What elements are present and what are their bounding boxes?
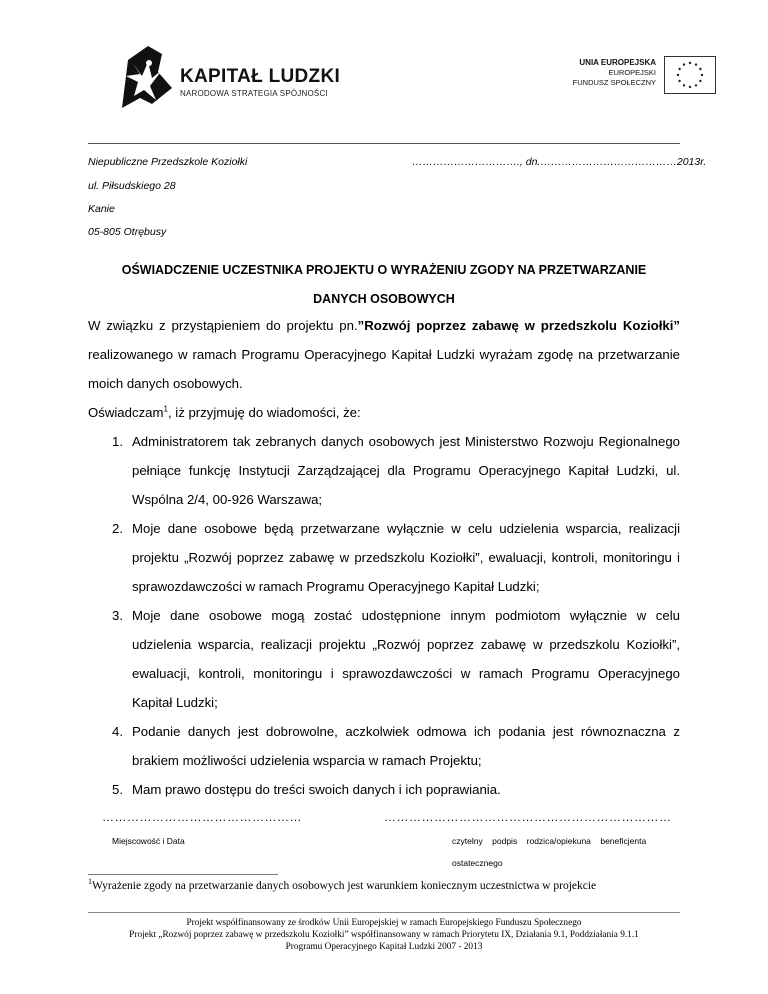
sender-street: ul. Piłsudskiego 28 xyxy=(88,180,176,192)
document-body xyxy=(88,311,680,804)
item-text: Podanie danych jest dobrowolne, aczkolwiek odmowa ich podania jest równoznaczna z brakiem możliwości udzielenia wsparcia w ramach Projektu; xyxy=(132,724,680,768)
item-number: 3. xyxy=(112,608,123,623)
eu-flag-icon xyxy=(664,56,716,94)
signature-label-2: ostatecznego xyxy=(452,858,503,868)
eu-line-2: EUROPEJSKI xyxy=(608,68,656,77)
sender-postal: 05-805 Otrębusy xyxy=(88,226,167,238)
intro-text-2: realizowanego w ramach Programu Operacyjnego Kapitał Ludzki wyrażam zgodę na przetwarzanie moich danych osobowych. xyxy=(88,347,680,391)
eu-logo xyxy=(556,56,716,98)
kapital-ludzki-emblem-icon xyxy=(118,42,176,112)
footer-line-1: Projekt współfinansowany ze środków Unii Europejskiej w ramach Europejskiego Funduszu Społecznego xyxy=(186,918,582,928)
eu-logo-text xyxy=(573,58,656,88)
signature-field[interactable]: …………………………………………………………… xyxy=(384,810,672,824)
item-number: 4. xyxy=(112,724,123,739)
footnote-ref: 1 xyxy=(163,404,168,414)
kapital-ludzki-subtitle: NARODOWA STRATEGIA SPÓJNOŚCI xyxy=(180,89,328,98)
footnote-text: Wyrażenie zgody na przetwarzanie danych osobowych jest warunkiem koniecznym uczestnictwa w projekcie xyxy=(92,880,597,892)
place-date-label: Miejscowość i Data xyxy=(112,836,185,846)
footnote-divider xyxy=(88,874,278,875)
item-number: 2. xyxy=(112,521,123,536)
item-text: Administratorem tak zebranych danych osobowych jest Ministerstwo Rozwoju Regionalnego pełniące funkcję Instytucji Zarządzającej dla Programu Operacyjnego Kapitał Ludzki, ul. Wspólna 2/4, 00-926 Warszawa; xyxy=(132,434,680,507)
document-title-line-1: OŚWIADCZENIE UCZESTNIKA PROJEKTU O WYRAŻENIU ZGODY NA PRZETWARZANIE xyxy=(121,263,647,277)
eu-line-1: UNIA EUROPEJSKA xyxy=(579,58,656,67)
sender-name: Niepubliczne Przedszkole Koziołki xyxy=(88,156,248,168)
list-item xyxy=(88,514,680,601)
footer-divider xyxy=(88,912,680,913)
project-name: ”Rozwój poprzez zabawę w przedszkolu Koziołki” xyxy=(357,318,680,333)
intro-paragraph xyxy=(88,311,680,398)
signature-label-1: czytelny podpis rodzica/opiekuna beneficjenta xyxy=(452,836,647,846)
footer-line-2: Projekt „Rozwój poprzez zabawę w przedszkolu Koziołki” współfinansowany w ramach Priorytetu IX, Działania 9.1, Poddziałania 9.1.1 xyxy=(129,930,639,940)
kapital-ludzki-title: KAPITAŁ LUDZKI xyxy=(180,66,341,87)
document-title-line-2: DANYCH OSOBOWYCH xyxy=(313,292,455,306)
header-divider xyxy=(88,143,680,144)
eu-line-3: FUNDUSZ SPOŁECZNY xyxy=(572,78,656,87)
footnote-number: 1 xyxy=(88,877,92,887)
footer xyxy=(88,917,680,953)
intro-text-1: W związku z przystąpieniem do projektu pn. xyxy=(88,318,358,333)
declaration-text-2: , iż przyjmuję do wiadomości, że: xyxy=(167,405,361,420)
item-text: Moje dane osobowe będą przetwarzane wyłącznie w celu udzielenia wsparcia, realizacji projektu „Rozwój poprzez zabawę w przedszkolu Koziołki”, ewaluacji, kontroli, monitoringu i sprawozdawczości w ramach Programu Operacyjnego Kapitał Ludzki; xyxy=(132,521,680,594)
sender-town: Kanie xyxy=(88,203,115,215)
declaration-line xyxy=(88,398,680,427)
kapital-ludzki-logo xyxy=(118,42,348,112)
footnote xyxy=(88,877,597,892)
item-text: Moje dane osobowe mogą zostać udostępnione innym podmiotom wyłącznie w celu udzielenia wsparcia, realizacji projektu „Rozwój poprzez zabawę w przedszkolu Koziołki”, ewaluacji, kontroli, monitoringu i sprawozdawczości w ramach Programu Operacyjnego Kapitał Ludzki; xyxy=(132,608,680,710)
date-line: …………………………., dn.…………………………………2013r. xyxy=(412,156,707,168)
list-item xyxy=(88,601,680,717)
item-number: 5. xyxy=(112,782,123,797)
list-item xyxy=(88,717,680,775)
declaration-list xyxy=(88,427,680,804)
list-item xyxy=(88,775,680,804)
declaration-text-1: Oświadczam xyxy=(88,405,164,420)
item-number: 1. xyxy=(112,434,123,449)
footer-line-3: Programu Operacyjnego Kapitał Ludzki 2007 - 2013 xyxy=(285,942,483,952)
place-date-field[interactable]: ………………………………………… xyxy=(102,810,302,824)
item-text: Mam prawo dostępu do treści swoich danych i ich poprawiania. xyxy=(132,782,501,797)
list-item xyxy=(88,427,680,514)
